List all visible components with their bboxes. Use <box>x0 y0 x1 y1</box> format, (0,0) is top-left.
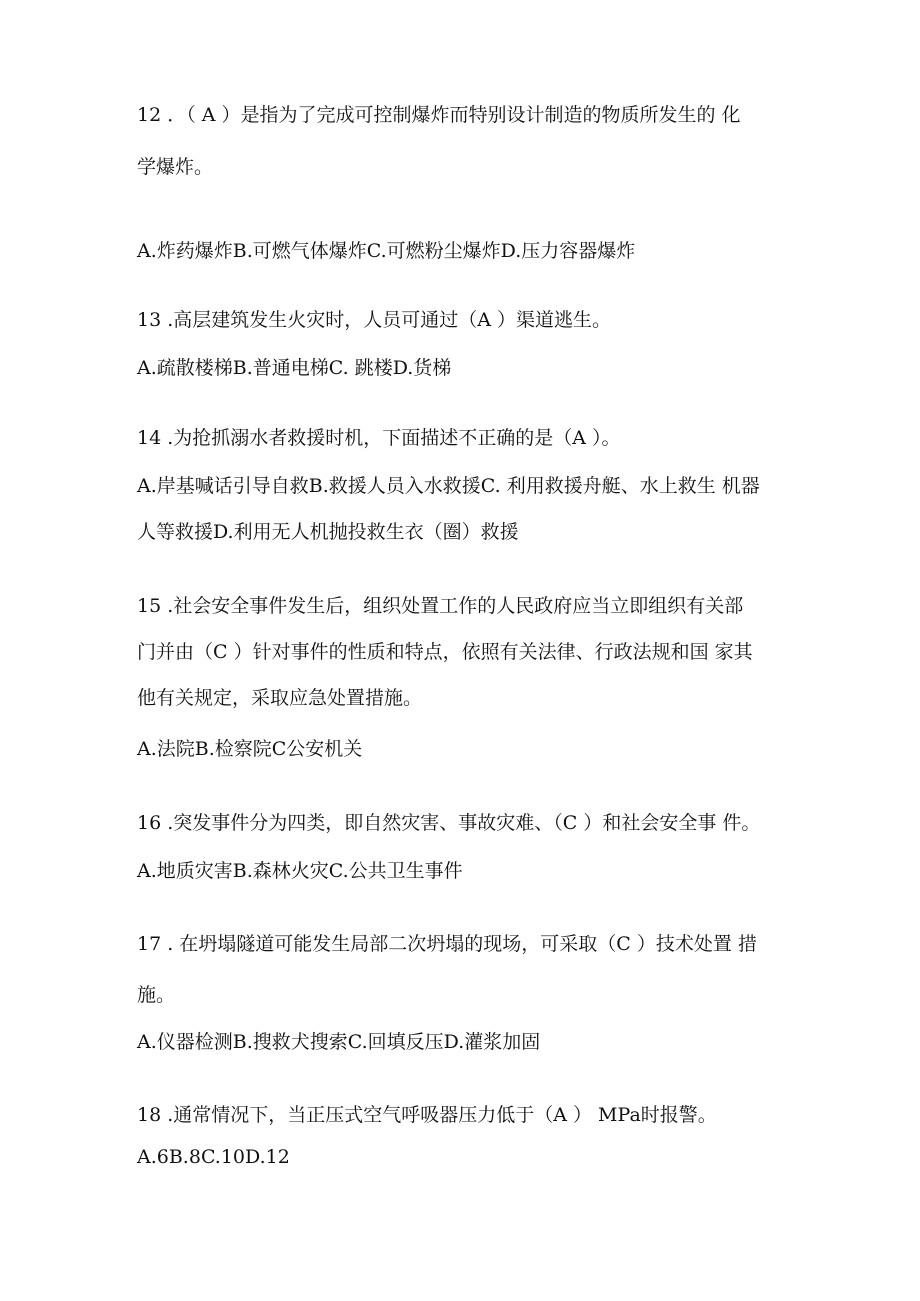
question-15-line-1: 15 .社会安全事件发生后，组织处置工作的人民政府应当立即组织有关部 <box>137 595 744 617</box>
question-13-line-1: 13 .高层建筑发生火灾时，人员可通过（A ）渠道逃生。 <box>137 309 612 331</box>
question-12-line-1: 12 ．（ A ）是指为了完成可控制爆炸而特别设计制造的物质所发生的 化 <box>137 104 741 126</box>
question-15-options: A.法院B.检察院C公安机关 <box>137 738 363 760</box>
question-18-line-1: 18 .通常情况下，当正压式空气呼吸器压力低于（A ） MPa时报警。 <box>137 1104 717 1126</box>
question-17-options: A.仪器检测B.搜救犬搜索C.回填反压D.灌浆加固 <box>137 1031 541 1053</box>
question-17-line-1: 17 . 在坍塌隧道可能发生局部二次坍塌的现场，可采取（C ）技术处置 措 <box>137 933 757 955</box>
question-16-line-1: 16 .突发事件分为四类，即自然灾害、事故灾难、（C ）和社会安全事 件。 <box>137 812 761 834</box>
question-14-options-line-1: A.岸基喊话引导自救B.救援人员入水救援C. 利用救援舟艇、水上救生 机器 <box>137 475 760 497</box>
question-12-line-2: 学爆炸。 <box>137 156 214 178</box>
question-15-line-3: 他有关规定，采取应急处置措施。 <box>137 687 423 709</box>
question-14-options-line-2: 人等救援D.利用无人机抛投救生衣（圈）救援 <box>137 521 519 543</box>
question-15-line-2: 门并由（C ）针对事件的性质和特点，依照有关法律、行政法规和国 家其 <box>137 641 753 663</box>
question-12-options: A.炸药爆炸B.可燃气体爆炸C.可燃粉尘爆炸D.压力容器爆炸 <box>137 240 636 262</box>
question-13-options: A.疏散楼梯B.普通电梯C. 跳楼D.货梯 <box>137 357 452 379</box>
question-14-line-1: 14 .为抢抓溺水者救援时机，下面描述不正确的是（A ）。 <box>137 427 621 449</box>
question-16-options: A.地质灾害B.森林火灾C.公共卫生事件 <box>137 860 463 882</box>
question-18-options: A.6B.8C.10D.12 <box>137 1146 290 1168</box>
question-17-line-2: 施。 <box>137 984 176 1006</box>
